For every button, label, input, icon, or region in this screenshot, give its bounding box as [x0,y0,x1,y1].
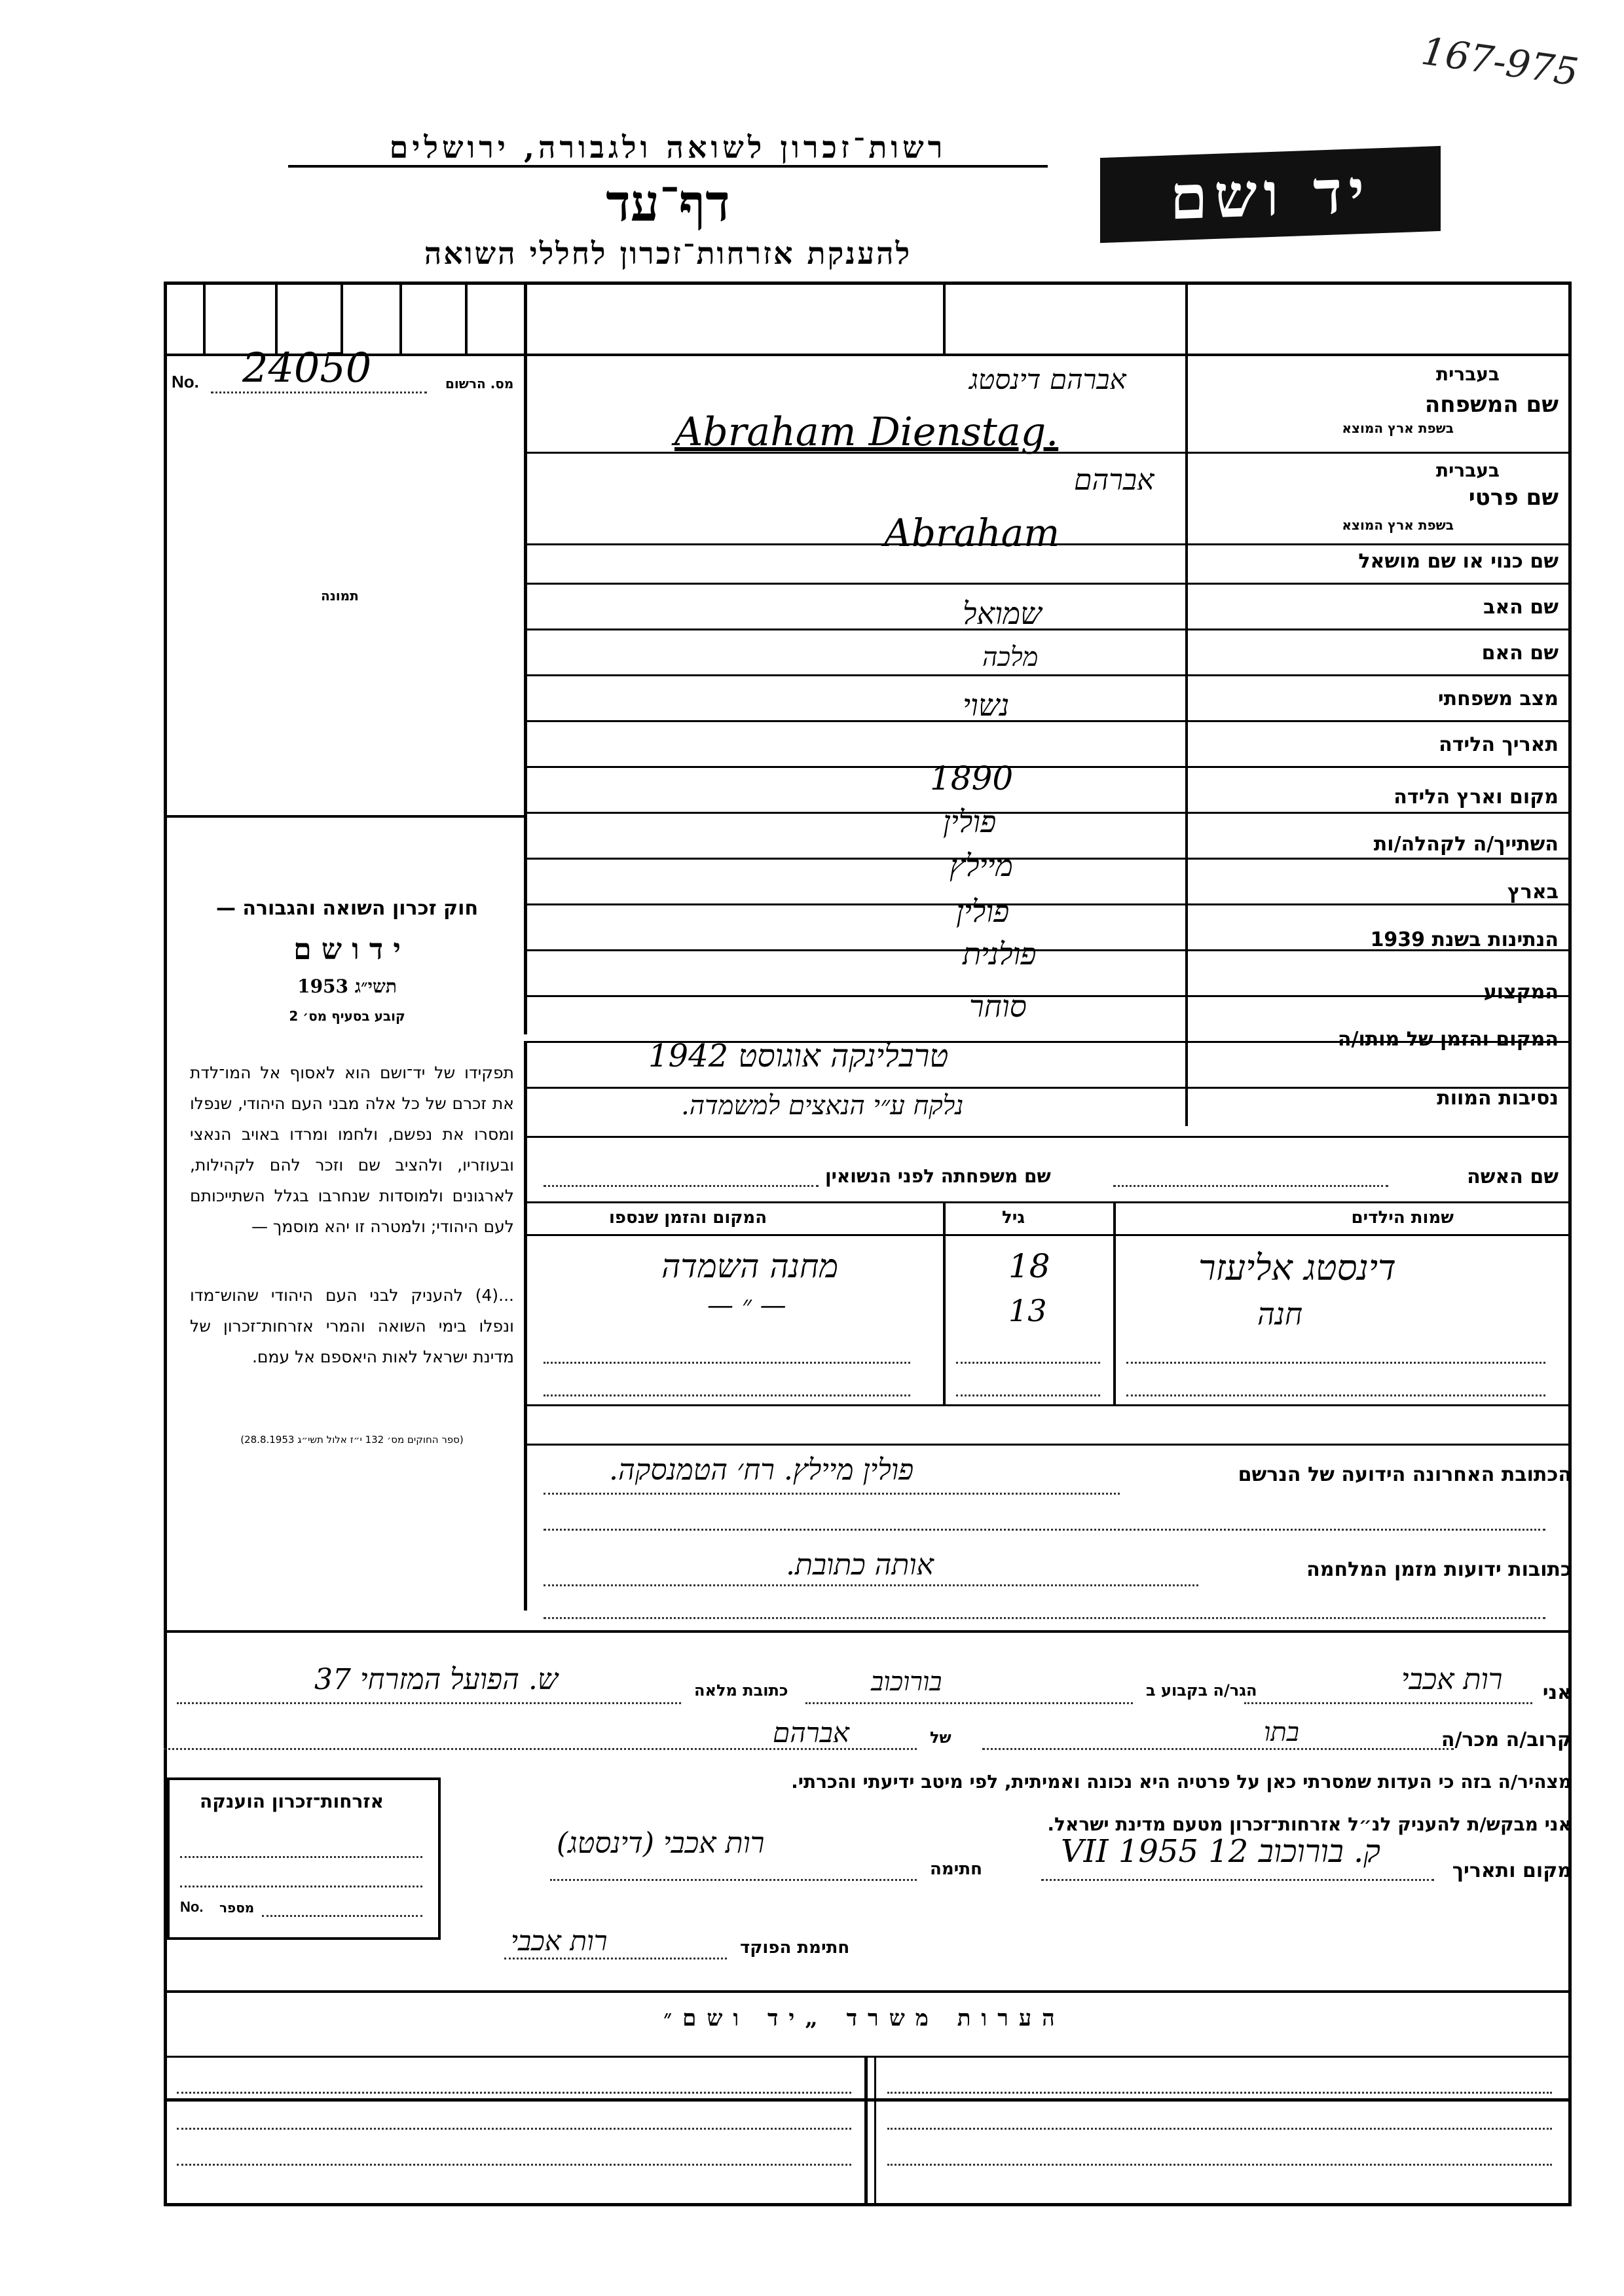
declarant-residing: בורוכוב [871,1667,942,1697]
archive-number: 167-975 [1418,28,1581,95]
marital-label: מצב משפחתי [1437,687,1559,710]
law-source: (ספר החוקים מס׳ 132 י״ז אלול תשי״ג 28.8.1953) [240,1434,464,1446]
first-name-heb: אברהם [1074,464,1154,497]
signature-label: חתימה [930,1859,982,1879]
death-place-value: טרבלינקה אוגוסט 1942 [648,1038,949,1074]
citizenship-value: פולנית [963,936,1037,972]
mother-value: מלכה [982,642,1039,672]
birth-date-label: תאריך הלידה [1439,733,1559,756]
of-value: אברהם [773,1717,849,1749]
country-label: בארץ [1507,881,1559,903]
law-clause: קובע בסעיף מס׳ 2 [289,1008,405,1024]
citizenship-num-label: מספר [219,1900,255,1916]
authority-title: רשות־זכרון לשואה ולגבורה, ירושלים [288,130,1048,168]
first-name-local: Abraham [884,511,1060,555]
office-notes-title: הערות משרד „יד ושם״ [663,2005,1065,2032]
declarant-address: ש. הפועל המזרחי 37 [314,1663,558,1696]
first-name-heb-sub: בעברית [1435,460,1500,481]
profession-label: המקצוע [1483,981,1559,1004]
mother-label: שם האם [1481,642,1559,665]
declaration-statement: מצהיר/ה בזה כי העדות שמסרתי כאן על פרטיה היא נכונה ואמיתית, לפי מיטב ידיעתי והכרתי. [791,1771,1572,1793]
birth-place-value: פולין [943,804,997,839]
first-name-label: שם פרטי [1468,484,1559,511]
birth-place-label: מקום וארץ הלידה [1393,786,1559,809]
first-name-local-sub: בשפת ארץ המוצא [1342,517,1454,533]
law-paragraph-1: תפקידו של יד־ושם הוא לאסוף אל המו־לדת את זכרם של כל אלה מבני העם היהודי, שנפלו ומסרו את נפשם, ולחמו ומרדו באויב הנאצי ובעוזריו, ולהציב שם וזכר להם לקהילות, לארגונים ולמוסדות שנחרבו בגלל השתייכותם לעם היהודי; ולמטרה זו יהא מוסמך — [190,1063,514,1236]
father-value: שמואל [963,596,1042,631]
law-name: י ד ו ש ם [293,933,401,966]
citizenship-granted-title: אזרחות־זכרון הוענקה [200,1791,384,1812]
wife-maiden-label: שם משפחתה לפני הנשואין [825,1165,1051,1187]
profession-value: סוחר [969,989,1027,1024]
of-label: של [930,1728,951,1747]
form-title: דף־עד [606,173,730,233]
place-date-value: ק. בורוכוב 12 VII 1955 [1061,1833,1380,1870]
death-circumstances-label: נסיבות המוות [1437,1087,1559,1110]
child-1-place: מחנה השמדה [661,1247,839,1285]
child-1-name: דינסטג אליעזר [1198,1247,1396,1288]
child-2-place: — ״ — [707,1290,786,1321]
last-address-value: פולין מיילץ. רח׳ הטמנסקה. [609,1453,914,1487]
officer-label: חתימת הפוקד [740,1938,850,1958]
law-year: תשי״ג 1953 [297,975,397,997]
death-place-label: המקום והזמן של מותו/ה [1337,1028,1559,1051]
place-date-label: מקום ותאריך [1452,1859,1572,1882]
family-name-heb: אברהם דינסטג [969,363,1126,395]
child-1-age: 18 [1008,1247,1050,1285]
yad-vashem-logo [1100,146,1441,243]
last-address-label: הכתובת האחרונה הידועה של הנרשם [1238,1463,1572,1486]
registration-label: מס. הרשום [445,376,514,392]
marital-value: נשוי [963,687,1010,723]
nickname-label: שם כנוי או שם מושאל [1358,550,1559,573]
birth-date-value: 1890 [930,759,1014,797]
war-addresses-label: כתובות ידועות מזמן המלחמה [1306,1558,1572,1581]
child-2-age: 13 [1008,1293,1047,1328]
law-title: חוק זכרון השואה והגבורה — [215,897,479,920]
relative-value: בתו [1264,1717,1299,1747]
country-value: פולין [956,894,1010,929]
logo-text: יד ושם [1170,155,1371,234]
declarant-i-label: אני [1542,1681,1572,1704]
declarant-address-label: כתובת מלאה [694,1681,788,1700]
photo-label: תמונה [321,588,359,604]
children-header-place: המקום והזמן שנספו [609,1208,767,1228]
citizenship-label: הנתינות בשנת 1939 [1370,928,1559,951]
war-addresses-value: אותה כתובת. [786,1548,934,1582]
father-label: שם האב [1483,596,1559,619]
children-header-names: שמות הילדים [1351,1208,1454,1228]
family-name-heb-sub: בעברית [1435,363,1500,385]
officer-signature: רות אכבי [511,1925,608,1957]
registration-number: 24050 [242,344,372,392]
form-subtitle: להענקת אזרחות־זכרון לחללי השואה [424,236,912,271]
children-header-age: גיל [1002,1208,1025,1228]
wife-label: שם האשה [1467,1165,1559,1188]
citizenship-no-label: No. [180,1899,204,1915]
declarant-name: רות אכבי [1401,1663,1503,1696]
child-2-name: חנה [1257,1296,1303,1332]
community-label: השתייך/ה לקהלה/ות [1373,833,1559,856]
registration-no-label: No. [172,372,199,392]
declaration-request: אני מבקש/ת להעניק לנ״ל אזרחות־זכרון מטעם מדינת ישראל. [1047,1813,1572,1835]
family-name-local: Abraham Dienstag. [674,409,1059,455]
signature-value: רות אכבי (דינסטג) [557,1827,765,1860]
community-value: מיילץ [950,848,1013,883]
family-name-local-sub: בשפת ארץ המוצא [1342,420,1454,436]
family-name-label: שם המשפחה [1424,392,1559,418]
relative-label: קרוב/ה מכר/ה [1441,1728,1572,1751]
declarant-residing-label: הגר/ה בקבוע ב [1146,1681,1257,1700]
death-circumstances-value: נלקח ע״י הנאצים למשמדה. [681,1091,964,1121]
law-paragraph-2: ...(4) להעניק לבני העם היהודי שהוש־מדו ונפלו בימי השואה והמרי אזרחות־זכרון של מדינת ישראל לאות היאספם אל עמם. [190,1286,514,1366]
